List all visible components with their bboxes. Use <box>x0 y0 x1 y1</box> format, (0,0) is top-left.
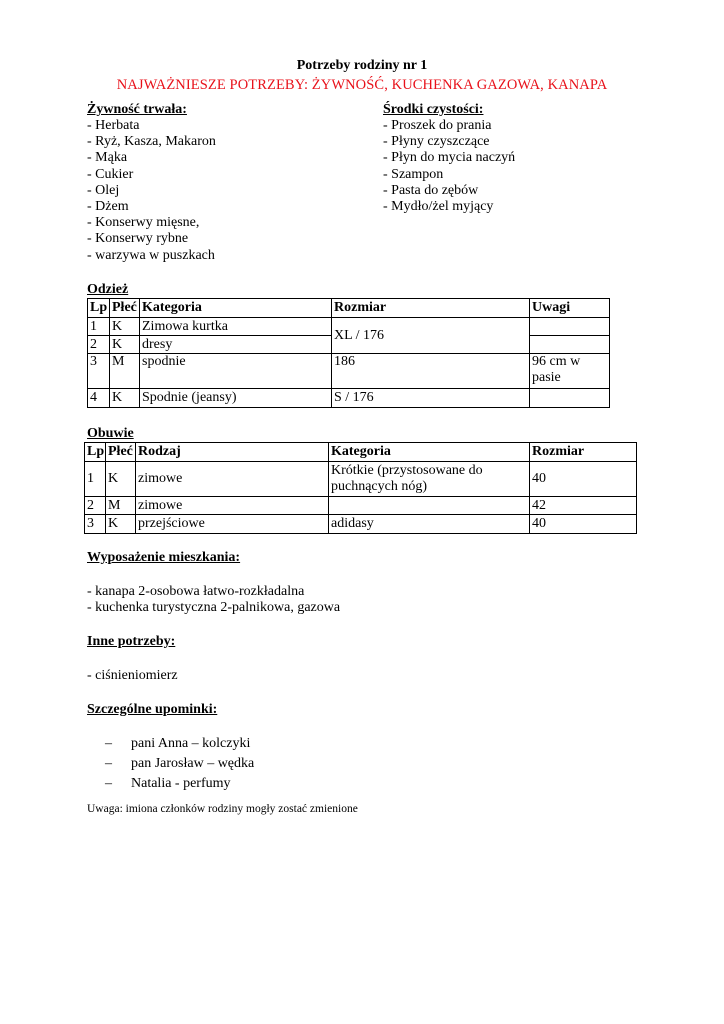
table-row <box>85 515 637 534</box>
table-cell: XL / 176 <box>332 318 530 354</box>
table-cell: K <box>110 318 140 336</box>
footnote: Uwaga: imiona członków rodziny mogły zostać zmienione <box>87 803 358 815</box>
table-cell: 186 <box>332 354 530 389</box>
table-cell: S / 176 <box>332 389 530 408</box>
table-cell: K <box>106 462 136 497</box>
food-section <box>87 101 216 264</box>
table-cell: M <box>110 354 140 389</box>
cleaning-list <box>383 118 515 215</box>
column-header: Rozmiar <box>332 299 530 318</box>
table-cell: 40 <box>530 462 637 497</box>
food-item: - Ryż, Kasza, Makaron <box>87 134 216 150</box>
table-row <box>85 462 637 497</box>
table-cell: 2 <box>85 497 106 515</box>
food-item: - Cukier <box>87 166 134 182</box>
cleaning-item: - Płyny czyszczące <box>383 134 490 150</box>
column-header: Uwagi <box>530 299 610 318</box>
table-cell: Krótkie (przystosowane do puchnących nóg) <box>329 462 530 497</box>
column-header: Płeć <box>110 299 140 318</box>
table-cell: Zimowa kurtka <box>140 318 332 336</box>
table-cell: 2 <box>88 336 110 354</box>
cleaning-item: - Płyn do mycia naczyń <box>383 150 516 166</box>
page-title: Potrzeby rodziny nr 1 <box>296 58 428 73</box>
table-row <box>85 497 637 515</box>
gift-item <box>87 734 254 754</box>
table-cell: 1 <box>88 318 110 336</box>
table-cell: 3 <box>88 354 110 389</box>
table-cell: adidasy <box>329 515 530 534</box>
table-cell <box>530 389 610 408</box>
table-cell: 4 <box>88 389 110 408</box>
column-header: Rozmiar <box>530 443 637 462</box>
shoes-heading: Obuwie <box>87 426 134 441</box>
table-cell: zimowe <box>136 497 329 515</box>
table-cell: przejściowe <box>136 515 329 534</box>
food-list <box>87 118 216 264</box>
other-item: - ciśnieniomierz <box>87 668 178 683</box>
food-item: - warzywa w puszkach <box>87 247 215 263</box>
table-cell: 40 <box>530 515 637 534</box>
food-item: - Konserwy rybne <box>87 231 189 247</box>
cleaning-section <box>383 101 515 215</box>
table-cell: 42 <box>530 497 637 515</box>
table-cell: 3 <box>85 515 106 534</box>
column-header: Płeć <box>106 443 136 462</box>
gifts-list <box>87 734 254 794</box>
cleaning-item: - Mydło/żel myjący <box>383 198 494 214</box>
gift-text: pan Jarosław – wędka <box>131 756 255 771</box>
gift-item <box>87 774 254 794</box>
cleaning-item: - Proszek do prania <box>383 118 492 133</box>
column-header: Lp <box>88 299 110 318</box>
dash-bullet: – <box>105 776 112 791</box>
cleaning-item: - Pasta do zębów <box>383 182 479 198</box>
clothes-heading: Odzież <box>87 282 129 297</box>
dash-bullet: – <box>105 736 112 751</box>
food-item: - Dżem <box>87 198 129 214</box>
table-cell: K <box>110 389 140 408</box>
page-subtitle: NAJWAŻNIESZE POTRZEBY: ŻYWNOŚĆ, KUCHENKA GAZOWA, KANAPA <box>116 77 608 93</box>
table-cell: spodnie <box>140 354 332 389</box>
furnishing-list <box>87 584 340 616</box>
table-row <box>88 389 610 408</box>
table-row <box>88 318 610 336</box>
dash-bullet: – <box>105 756 112 771</box>
gift-text: Natalia - perfumy <box>131 776 231 791</box>
table-header-row <box>85 443 637 462</box>
food-item: - Konserwy mięsne, <box>87 215 200 231</box>
other-heading: Inne potrzeby: <box>87 634 176 649</box>
shoes-table <box>84 442 637 534</box>
table-cell: M <box>106 497 136 515</box>
table-cell: zimowe <box>136 462 329 497</box>
table-header-row <box>88 299 610 318</box>
table-cell: Spodnie (jeansy) <box>140 389 332 408</box>
food-item: - Herbata <box>87 118 140 133</box>
clothes-table <box>87 298 610 408</box>
table-cell: dresy <box>140 336 332 354</box>
table-row <box>88 354 610 389</box>
gift-text: pani Anna – kolczyki <box>131 736 251 751</box>
food-item: - Olej <box>87 182 120 198</box>
table-cell: 1 <box>85 462 106 497</box>
furnishing-heading: Wyposażenie mieszkania: <box>87 550 241 565</box>
furnishing-item: - kuchenka turystyczna 2-palnikowa, gazowa <box>87 600 341 616</box>
food-item: - Mąka <box>87 150 128 166</box>
table-cell: K <box>106 515 136 534</box>
column-header: Kategoria <box>329 443 530 462</box>
furnishing-item: - kanapa 2-osobowa łatwo-rozkładalna <box>87 584 305 599</box>
cleaning-item: - Szampon <box>383 166 444 182</box>
food-heading: Żywność trwała: <box>87 102 187 117</box>
table-cell: K <box>110 336 140 354</box>
other-list <box>87 668 178 684</box>
table-cell <box>530 318 610 336</box>
cleaning-heading: Środki czystości: <box>383 102 484 117</box>
gift-item <box>87 754 254 774</box>
table-cell: 96 cm w pasie <box>530 354 610 389</box>
column-header: Lp <box>85 443 106 462</box>
column-header: Kategoria <box>140 299 332 318</box>
table-cell <box>329 497 530 515</box>
column-header: Rodzaj <box>136 443 329 462</box>
table-cell <box>530 336 610 354</box>
gifts-heading: Szczególne upominki: <box>87 702 218 717</box>
